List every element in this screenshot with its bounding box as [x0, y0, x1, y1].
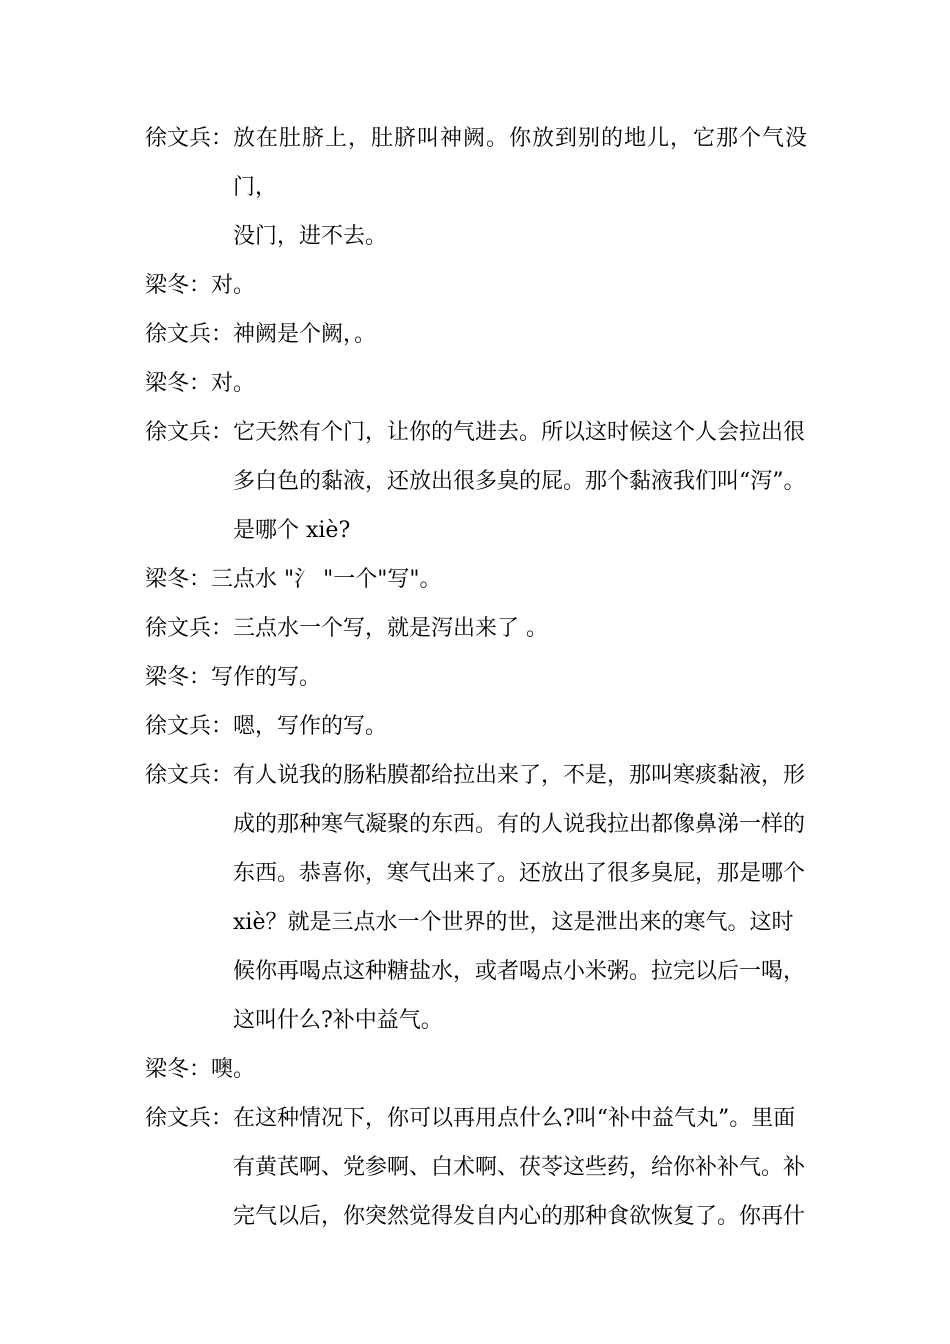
utterance-text	[233, 604, 807, 653]
speaker-label: 徐文兵：	[145, 322, 234, 347]
utterance-line: 对。	[211, 371, 256, 396]
utterance-text	[211, 653, 807, 702]
utterance-text	[233, 310, 807, 359]
utterance-line: 神阙是个阙，。	[233, 322, 377, 347]
dialogue-entry	[145, 261, 807, 310]
utterance-line: 三点水一个写，就是泻出来了 。	[233, 616, 549, 641]
utterance-line: xiè？就是三点水一个世界的世，这是泄出来的寒气。这时	[233, 910, 794, 935]
utterance-text	[233, 408, 807, 555]
utterance-line: 有黄芪啊、党参啊、白术啊、茯苓这些药，给你补补气。补	[233, 1155, 806, 1180]
utterance-line: 成的那种寒气凝聚的东西。有的人说我拉出都像鼻涕一样的	[233, 812, 806, 837]
speaker-label: 徐文兵：	[145, 714, 234, 739]
utterance-line: 候你再喝点这种糖盐水，或者喝点小米粥。拉完以后一喝，	[233, 959, 806, 984]
speaker-label: 梁冬：	[145, 665, 212, 690]
dialogue-entry	[145, 310, 807, 359]
speaker-label: 徐文兵：	[145, 126, 234, 151]
dialogue-entry	[145, 751, 807, 1045]
utterance-line: 这叫什么?补中益气。	[233, 1008, 443, 1033]
utterance-text	[233, 751, 807, 1045]
dialogue-entry	[145, 604, 807, 653]
utterance-text	[211, 1045, 807, 1094]
utterance-line: 有人说我的肠粘膜都给拉出来了，不是，那叫寒痰黏液，形	[233, 763, 806, 788]
utterance-text	[233, 702, 807, 751]
dialogue-entry	[145, 359, 807, 408]
utterance-line: 嗯，写作的写。	[233, 714, 388, 739]
speaker-label: 梁冬：	[145, 1057, 212, 1082]
utterance-line: 是哪个 xiè?	[233, 518, 351, 543]
dialogue-entry	[145, 653, 807, 702]
speaker-label: 徐文兵：	[145, 420, 234, 445]
dialogue-entry	[145, 1045, 807, 1094]
dialogue-transcript	[145, 114, 807, 1241]
speaker-label: 梁冬：	[145, 567, 212, 592]
dialogue-entry	[145, 1094, 807, 1241]
utterance-line: 放在肚脐上，肚脐叫神阙。你放到别的地儿，它那个气没门，	[233, 126, 807, 200]
dialogue-entry	[145, 114, 807, 261]
speaker-label: 梁冬：	[145, 273, 212, 298]
utterance-line: 东西。恭喜你，寒气出来了。还放出了很多臭屁，那是哪个	[233, 861, 806, 886]
dialogue-entry	[145, 408, 807, 555]
utterance-line: 在这种情况下，你可以再用点什么?叫“补中益气丸”。里面	[233, 1106, 796, 1131]
speaker-label: 徐文兵：	[145, 763, 234, 788]
utterance-line: 三点水 "氵 "一个"写"。	[211, 567, 442, 592]
utterance-text	[211, 261, 807, 310]
utterance-text	[211, 555, 807, 604]
utterance-line: 没门，进不去。	[233, 224, 388, 249]
dialogue-entry	[145, 555, 807, 604]
dialogue-entry	[145, 702, 807, 751]
speaker-label: 梁冬：	[145, 371, 212, 396]
utterance-line: 它天然有个门，让你的气进去。所以这时候这个人会拉出很	[233, 420, 806, 445]
utterance-line: 对。	[211, 273, 256, 298]
utterance-line: 多白色的黏液，还放出很多臭的屁。那个黏液我们叫“泻”。	[233, 469, 806, 494]
utterance-line: 完气以后，你突然觉得发自内心的那种食欲恢复了。你再什	[233, 1204, 806, 1229]
utterance-line: 噢。	[211, 1057, 256, 1082]
utterance-text	[233, 1094, 807, 1241]
utterance-text	[233, 114, 807, 261]
speaker-label: 徐文兵：	[145, 1106, 234, 1131]
speaker-label: 徐文兵：	[145, 616, 234, 641]
utterance-text	[211, 359, 807, 408]
utterance-line: 写作的写。	[211, 665, 322, 690]
